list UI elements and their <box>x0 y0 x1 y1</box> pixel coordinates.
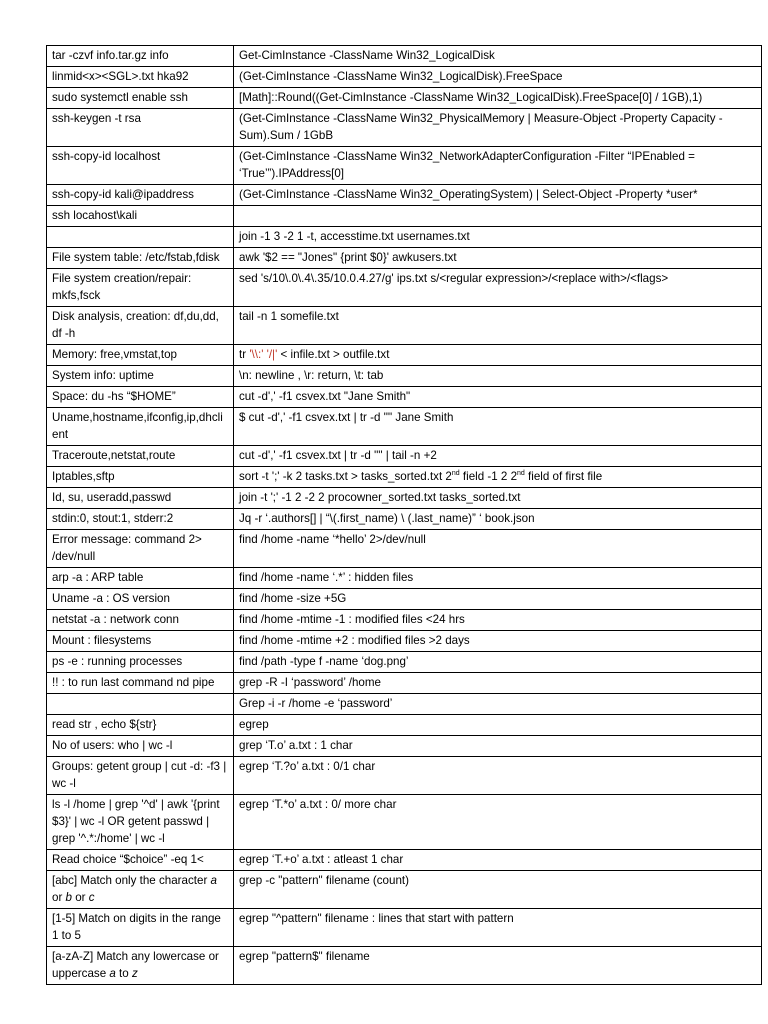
right-cell: find /home -mtime -1 : modified files <24 hrs <box>234 610 762 631</box>
right-cell: egrep "^pattern" filename : lines that start with pattern <box>234 909 762 947</box>
table-row <box>47 206 762 227</box>
table-row <box>47 509 762 530</box>
tr-command-suffix: < infile.txt > outfile.txt <box>277 348 390 361</box>
table-row <box>47 795 762 850</box>
superscript: nd <box>451 470 460 478</box>
left-cell: Traceroute,netstat,route <box>47 446 234 467</box>
right-cell: [Math]::Round((Get-CimInstance -ClassName Win32_LogicalDisk).FreeSpace[0] / 1GB),1) <box>234 88 762 109</box>
tr-command-prefix: tr <box>239 348 250 361</box>
table-row <box>47 610 762 631</box>
command-table <box>46 45 762 985</box>
table-row <box>47 67 762 88</box>
right-cell: (Get-CimInstance -ClassName Win32_OperatingSystem) | Select-Object -Property *user* <box>234 185 762 206</box>
right-cell <box>234 467 762 488</box>
right-cell: \n: newline , \r: return, \t: tab <box>234 366 762 387</box>
table-row <box>47 345 762 366</box>
left-cell: File system table: /etc/fstab,fdisk <box>47 248 234 269</box>
table-row <box>47 185 762 206</box>
left-cell: Uname -a : OS version <box>47 589 234 610</box>
italic-letter: z <box>131 967 138 980</box>
left-cell: ssh-copy-id localhost <box>47 147 234 185</box>
table-row <box>47 227 762 248</box>
left-cell: !! : to run last command nd pipe <box>47 673 234 694</box>
right-cell: Jq -r ‘.authors[] | “\(.first_name) \ (.last_name)” ‘ book.json <box>234 509 762 530</box>
table-row <box>47 850 762 871</box>
italic-letter: a <box>210 874 217 887</box>
right-cell: find /home -mtime +2 : modified files >2 days <box>234 631 762 652</box>
left-cell: System info: uptime <box>47 366 234 387</box>
left-cell: [1-5] Match on digits in the range 1 to 5 <box>47 909 234 947</box>
table-row <box>47 909 762 947</box>
right-cell: tail -n 1 somefile.txt <box>234 307 762 345</box>
table-row <box>47 248 762 269</box>
right-cell: find /path -type f -name ‘dog.png’ <box>234 652 762 673</box>
left-cell: sudo systemctl enable ssh <box>47 88 234 109</box>
left-cell: ls -l /home | grep '^d' | awk '{print $3}' | wc -l OR getent passwd | grep '^.*:/home' | wc -l <box>47 795 234 850</box>
table-row <box>47 673 762 694</box>
table-row <box>47 947 762 985</box>
left-cell <box>47 227 234 248</box>
tr-command-highlight: '\\:' '/|' <box>249 348 278 361</box>
table-row <box>47 488 762 509</box>
right-cell: Get-CimInstance -ClassName Win32_LogicalDisk <box>234 46 762 67</box>
left-cell: Error message: command 2> /dev/null <box>47 530 234 568</box>
table-row <box>47 366 762 387</box>
table-row <box>47 871 762 909</box>
left-cell: ssh locahost\kali <box>47 206 234 227</box>
italic-letter: b <box>65 891 72 904</box>
right-cell: $ cut -d',' -f1 csvex.txt | tr -d '"' Jane Smith <box>234 408 762 446</box>
left-cell: File system creation/repair: mkfs,fsck <box>47 269 234 307</box>
left-cell: ps -e : running processes <box>47 652 234 673</box>
table-row <box>47 631 762 652</box>
right-cell: (Get-CimInstance -ClassName Win32_NetworkAdapterConfiguration -Filter “IPEnabled = ‘True’”).IPAddress[0] <box>234 147 762 185</box>
left-cell: Space: du -hs “$HOME” <box>47 387 234 408</box>
left-cell <box>47 694 234 715</box>
table-row <box>47 307 762 345</box>
right-cell: grep ‘T.o’ a.txt : 1 char <box>234 736 762 757</box>
right-cell: (Get-CimInstance -ClassName Win32_PhysicalMemory | Measure-Object -Property Capacity -Sum).Sum / 1GbB <box>234 109 762 147</box>
left-cell: Mount : filesystems <box>47 631 234 652</box>
table-row <box>47 387 762 408</box>
right-cell: egrep "pattern$" filename <box>234 947 762 985</box>
table-row <box>47 715 762 736</box>
table-row <box>47 109 762 147</box>
right-cell: egrep ‘T.*o’ a.txt : 0/ more char <box>234 795 762 850</box>
right-cell: join -1 3 -2 1 -t, accesstime.txt usernames.txt <box>234 227 762 248</box>
superscript: nd <box>517 470 525 478</box>
italic-letter: c <box>88 891 95 904</box>
sort-command-text: field of first file <box>524 470 603 483</box>
sort-command-text: field -1 2 2 <box>459 470 518 483</box>
right-cell: grep -R -I ‘password’ /home <box>234 673 762 694</box>
left-cell: read str , echo ${str} <box>47 715 234 736</box>
table-row <box>47 757 762 795</box>
right-cell <box>234 206 762 227</box>
left-cell: Iptables,sftp <box>47 467 234 488</box>
left-cell: Id, su, useradd,passwd <box>47 488 234 509</box>
table-row <box>47 694 762 715</box>
range-desc-text: [a-zA-Z] Match any lowercase or uppercase <box>52 950 219 980</box>
bracket-desc-text: or <box>52 891 66 904</box>
right-cell: find /home -name ‘.*’ : hidden files <box>234 568 762 589</box>
cheatsheet-document <box>46 45 755 985</box>
right-cell: egrep <box>234 715 762 736</box>
table-row <box>47 530 762 568</box>
table-row <box>47 568 762 589</box>
right-cell: Grep -i -r /home -e ‘password’ <box>234 694 762 715</box>
right-cell: egrep ‘T.+o’ a.txt : atleast 1 char <box>234 850 762 871</box>
left-cell: Uname,hostname,ifconfig,ip,dhclient <box>47 408 234 446</box>
left-cell: stdin:0, stout:1, stderr:2 <box>47 509 234 530</box>
right-cell: cut -d',' -f1 csvex.txt "Jane Smith" <box>234 387 762 408</box>
table-row <box>47 736 762 757</box>
right-cell: grep -c "pattern" filename (count) <box>234 871 762 909</box>
table-row <box>47 269 762 307</box>
left-cell: Disk analysis, creation: df,du,dd, df -h <box>47 307 234 345</box>
left-cell: Groups: getent group | cut -d: -f3 | wc -l <box>47 757 234 795</box>
table-row <box>47 147 762 185</box>
left-cell: linmid<x><SGL>.txt hka92 <box>47 67 234 88</box>
right-cell: cut -d',' -f1 csvex.txt | tr -d '"' | tail -n +2 <box>234 446 762 467</box>
right-cell: egrep ‘T.?o’ a.txt : 0/1 char <box>234 757 762 795</box>
table-row <box>47 589 762 610</box>
table-row <box>47 46 762 67</box>
table-row <box>47 408 762 446</box>
left-cell: No of users: who | wc -l <box>47 736 234 757</box>
bracket-desc-text: [abc] Match only the character <box>52 874 211 887</box>
right-cell: find /home -size +5G <box>234 589 762 610</box>
left-cell: Memory: free,vmstat,top <box>47 345 234 366</box>
right-cell: awk '$2 == "Jones" {print $0}' awkusers.txt <box>234 248 762 269</box>
right-cell: (Get-CimInstance -ClassName Win32_LogicalDisk).FreeSpace <box>234 67 762 88</box>
table-row <box>47 467 762 488</box>
left-cell <box>47 947 234 985</box>
italic-letter: a <box>109 967 116 980</box>
right-cell <box>234 345 762 366</box>
left-cell: ssh-keygen -t rsa <box>47 109 234 147</box>
right-cell: sed 's/10\.0\.4\.35/10.0.4.27/g' ips.txt s/<regular expression>/<replace with>/<flags> <box>234 269 762 307</box>
bracket-desc-text: or <box>71 891 89 904</box>
sort-command-text: sort -t ';' -k 2 tasks.txt > tasks_sorted.txt 2 <box>239 470 452 483</box>
left-cell <box>47 871 234 909</box>
left-cell: arp -a : ARP table <box>47 568 234 589</box>
left-cell: ssh-copy-id kali@ipaddress <box>47 185 234 206</box>
table-row <box>47 88 762 109</box>
right-cell: find /home -name ‘*hello’ 2>/dev/null <box>234 530 762 568</box>
table-row <box>47 652 762 673</box>
left-cell: tar -czvf info.tar.gz info <box>47 46 234 67</box>
left-cell: netstat -a : network conn <box>47 610 234 631</box>
range-desc-text: to <box>115 967 132 980</box>
left-cell: Read choice “$choice” -eq 1< <box>47 850 234 871</box>
table-row <box>47 446 762 467</box>
right-cell: join -t ';' -1 2 -2 2 procowner_sorted.txt tasks_sorted.txt <box>234 488 762 509</box>
